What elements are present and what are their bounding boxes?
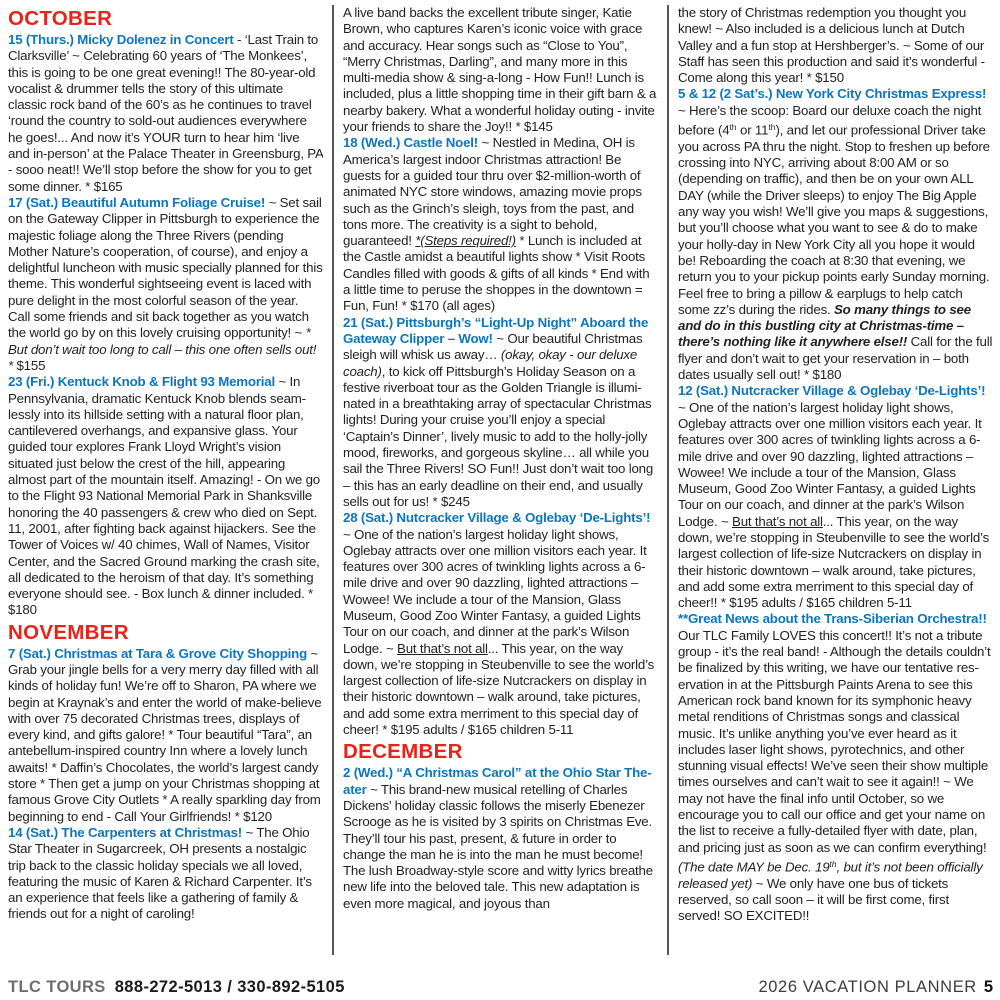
footer-contact xyxy=(8,978,345,997)
text-segment: th xyxy=(829,858,837,869)
column-middle xyxy=(343,5,658,961)
event-title: 23 (Fri.) Kentuck Knob & Flight 93 Memorial xyxy=(8,374,275,390)
text-segment: But that’s not all xyxy=(397,640,488,656)
text-segment: or 11 xyxy=(736,122,769,138)
text-segment: ~ We only have one bus of tickets reserved, so call soon – it will be first come, first served! SO EXCITED!! xyxy=(678,875,949,924)
text-segment: Our TLC Family LOVES this concert!! It’s not a tribute group - it’s the real band! - Although the details couldn’t be finalized by this writing, we have our tentative reservation in at the Pittsburgh Paints Arena to see this American rock band known for its symphonic heavy metal renditions of Christmas songs and classical music. It’s unlike anything you’ve ever heard as it includes laser light shows, pyrotechnics, and other stunning visual effects! We’ve seen their show multiple times ourselves and can’t wait to see it again!! ~ We may not have the final info until October, so we encourage you to call our office and get your name on the list to receive a fully-detailed flyer with date, plan, and pricing just as soon as we can confirm everything! xyxy=(678,627,991,855)
event-item xyxy=(343,315,658,511)
text-segment: ~ The Ohio Star Theater in Sugarcreek, OH presents a nostalgic trip back to the classic holiday specials we all loved, featuring the music of Karen & Richard Carpenter. It’s an experience that feels like a gathering of family & friends out for a night of caroling! xyxy=(8,824,312,922)
text-segment: ~ Set sail on the Gateway Clipper in Pittsburgh to experience the majestic foliage along the Three Rivers (pending Mother Nature’s cooperation, of course), and enjoy a delightful luncheon with music specially planned for this theme. This wonderful sightseeing event is laced with pure delight in the most colorful season of the year. Call some friends and sit back together as you watch the world go by on this lovely cruising opportunity! ~ xyxy=(8,194,323,341)
text-segment: Call for the full flyer and don’t wait to get your reservation in – both dates usually sell out! * $180 xyxy=(678,334,993,383)
column-left xyxy=(8,5,323,961)
continuation-paragraph xyxy=(343,5,658,135)
text-segment: ... This year, on the way down, we’re stopping in Steubenville to see the world’s largest collection of life-size Nutcrackers on display in their historic downtown – walk around, take pictures, and add some extra merriment to this special day of cheer!! * $195 adults / $165 children 5-11 xyxy=(678,513,990,611)
footer-planner xyxy=(759,978,994,997)
event-title: 15 (Thurs.) Micky Dolenez in Concert xyxy=(8,32,234,47)
event-item xyxy=(678,86,993,383)
planner-title: 2026 VACATION PLANNER xyxy=(758,978,977,996)
text-segment: th xyxy=(729,122,737,133)
text-segment: $155 xyxy=(12,357,46,373)
phone-numbers: 888-272-5013 / 330-892-5105 xyxy=(114,978,345,996)
month-heading-october: OCTOBER xyxy=(8,7,113,30)
event-title: 14 (Sat.) The Carpenters at Christmas! xyxy=(8,824,243,840)
event-title: 2 (Wed.) “A Christmas Carol” at the Ohio Star Theater xyxy=(343,765,652,797)
event-title: 21 (Sat.) Pittsburgh’s “Light-Up Night” Aboard the Gateway Clipper – Wow! xyxy=(343,314,649,346)
text-segment: - ‘Last Train to Clarksville’ ~ Celebrating 60 years of ‘The Monkees’, this is going to be one great evening!! The 80-year-old vocalist & drummer tells the story of this ultimate classic rock band of the 60’s as he continues to travel ‘round the country to sold-out audiences everywhere he goes!... And now it’s YOUR turn to hear him ‘live and in-person’ at the Palace Theater in Greensburg, PA - sooo neat!! We’ll stop before the show for you to get some dinner. * $165 xyxy=(8,32,323,194)
event-title: 17 (Sat.) Beautiful Autumn Foliage Cruise! xyxy=(8,194,266,210)
text-segment: ~ Grab your jingle bells for a very merry day filled with all kinds of holiday fun! We’re off to Sharon, PA where we begin at Kraynak’s and enter the world of make-believe with over 75 decorated Christmas trees, displays of every kind, and gifts galore! * Tour beautiful “Tara”, an antebellum-inspired country Inn where a lovely lunch awaits! * Daffin’s Chocolates, the world’s largest candy store * Then get a jump on your Christmas shopping at famous Grove City Outlets * A really sparkling day from beginning to end - Call Your Girlfriends! * $120 xyxy=(8,645,322,824)
event-item xyxy=(678,611,993,924)
event-title: 5 & 12 (2 Sat’s.) New York City Christmas Express! xyxy=(678,86,987,102)
text-segment: , to kick off Pittsburgh’s Holiday Season on a festive riverboat tour as the Golden Triangle is illuminated in a breathtaking array of spectacular Christmas lights! During your cruise you’ll enjoy a special ‘Captain’s Dinner’, lively music to add to the holly-jolly mood, fireworks, and gorgeous skyline… all while you sail the Three Rivers! SO Fun!! Just don’t wait too long – this has an early deadline on their end, and usually sells out for us! * $245 xyxy=(343,363,654,509)
column-right xyxy=(678,5,993,961)
event-item xyxy=(343,765,658,912)
event-title: **Great News about the Trans-Siberian Orchestra!! xyxy=(678,611,987,627)
text-segment: ~ Nestled in Medina, OH is America’s largest indoor Christmas attraction! Be guests for a guided tour thru over $2-million-worth of animated NYC store windows, amazing movie props such as the Grinch’s sleigh, toys from the past, and tons more. The creativity is a sight to behold, guaranteed! xyxy=(343,135,642,249)
text-segment: the story of Christmas redemption you thought you knew! ~ Also included is a delicious lunch at Dutch Valley and a fun stop at Hershberger’s. ~ Some of our Staff has seen this production and said it’s wonderful - Come along this year! * $150 xyxy=(678,5,985,86)
event-item xyxy=(678,383,993,611)
event-item xyxy=(8,195,323,374)
text-segment: ), and let our professional Driver take you across PA thru the night. Stop to freshen up before crossing into NYC, arriving about 8:00 AM or so (depending on traffic), and then be on your own ALL DAY (while the Driver sleeps) to enjoy The Big Apple any way you wish! We’ll give you maps & suggestions, but you’ll choose what you want to see & do to make your holly-day in New York City all you hope it would be! Reboarding the coach at 8:30 that evening, we return you to your pickup points early Sunday morning. Feel free to bring a pillow & earplugs to help catch some zz’s during the rides. xyxy=(678,122,990,317)
event-item xyxy=(343,135,658,314)
text-segment: th xyxy=(768,122,776,133)
event-item xyxy=(8,646,323,825)
continuation-paragraph xyxy=(678,5,993,86)
text-segment: *(Steps required!) xyxy=(415,233,516,249)
brand-name: TLC TOURS xyxy=(8,978,106,996)
column-divider xyxy=(332,5,334,955)
text-segment: ~ Our beautiful Christmas sleigh will whisk us away… xyxy=(343,330,643,363)
text-segment: * Lunch is included at the Castle amidst a beautiful lights show * Visit Roots Candles filled with goods & gifts of all kinds * End with a little time to peruse the shoppes in the downtown = Fun, Fun! * $170 (all ages) xyxy=(343,233,650,314)
text-segment: ~ One of the nation’s largest holiday light shows, Oglebay attracts over one million visitors each year. It features over 300 acres of twinkling lights across a 6-mile drive and over 90 dazzling, lighted attractions – Wowee! We include a tour of the Mansion, Glass Museum, Good Zoo Winter Fantasy, a guided Lights Tour on our coach, and dinner at the park’s Wilson Lodge. ~ xyxy=(678,399,982,529)
text-segment: * But don’t wait too long to call – this one often sells out! * xyxy=(8,325,317,373)
page-footer xyxy=(0,976,1000,1000)
event-item xyxy=(8,32,323,195)
text-segment: ~ One of the nation’s largest holiday light shows, Oglebay attracts over one million visitors each year. It features over 300 acres of twinkling lights across a 6-mile drive and over 90 dazzling, lighted attractions – Wowee! We include a tour of the Mansion, Glass Museum, Good Zoo Winter Fantasy, a guided Lights Tour on our coach, and dinner at the park’s Wilson Lodge. ~ xyxy=(343,526,647,656)
text-segment: (The date MAY be Dec. 19 xyxy=(678,859,830,875)
event-title: 7 (Sat.) Christmas at Tara & Grove City Shopping xyxy=(8,645,307,661)
page-number: 5 xyxy=(983,978,993,996)
columns-container xyxy=(8,5,993,961)
month-heading-december: DECEMBER xyxy=(343,740,463,764)
event-item xyxy=(343,510,658,738)
column-divider xyxy=(667,5,669,955)
text-segment: A live band backs the excellent tribute singer, Katie Brown, who captures Karen’s iconic voice with grace and accuracy. Hear songs such as “Close to You”, “Merry Christmas, Darling”, and many more in this multi-media show & sing-a-long - How Fun!! Lunch is included, plus a little shopping time in their gift barn & a nearby bakery. What a wonderful holiday outing - invite your friends to share the Joy!! * $145 xyxy=(343,5,657,135)
event-title: 18 (Wed.) Castle Noel! xyxy=(343,135,479,151)
event-item xyxy=(8,825,323,923)
text-segment: ~ In Pennsylvania, dramatic Kentuck Knob blends seamlessly into its hillside setting with a natural floor plan, cantilevered overhangs, and expansive glass. Your guided tour explores Frank Lloyd Wright’s vision situated just below the crest of the hill, appearing almost part of the mountain itself. Amazing! - On we go to the Flight 93 National Memorial Park in Shanksville honoring the 40 passengers & crew who died on Sept. 11, 2001, after fighting back against hijackers. See the Tower of Voices w/ 40 chimes, Wall of Names, Visitor Center, and the Sacred Ground marking the crash site, all dedicated to the heroism of that day. It’s something everyone should see. - Box lunch & dinner included. * $180 xyxy=(8,374,320,618)
text-segment: (okay, okay - our deluxe coach) xyxy=(343,347,638,379)
text-segment: , but it’s not been officially released yet) xyxy=(678,859,983,891)
text-segment: ... This year, on the way down, we’re stopping in Steubenville to see the world’s largest collection of life-size Nutcrackers on display in their historic downtown – walk around, take pictures, and add some extra merriment to this special day of cheer! * $195 adults / $165 children 5-11 xyxy=(343,640,655,738)
text-segment: But that’s not all xyxy=(732,513,823,529)
event-title: 12 (Sat.) Nutcracker Village & Oglebay ‘De-Lights’! xyxy=(678,383,986,399)
text-segment: ~ Here’s the scoop: Board our deluxe coach the night before (4 xyxy=(678,102,982,138)
event-item xyxy=(8,374,323,618)
text-segment: So many things to see and do in this bustling city at Christmas-time – there’s nothing like it anywhere else!! xyxy=(678,301,971,350)
text-segment: ~ This brand-new musical retelling of Charles Dickens’ holiday classic follows the miserly Ebenezer Scrooge as he is visited by 3 spirits on Christmas Eve. They’ll tour his past, present, & future in order to change the man he is into the man he must become! The lush Broadway-style score and witty lyrics breathe new life into the beloved tale. This new adaptation is even more magical, and joyous than xyxy=(343,781,653,911)
month-heading-november: NOVEMBER xyxy=(8,620,129,644)
event-title: 28 (Sat.) Nutcracker Village & Oglebay ‘De-Lights’! xyxy=(343,510,651,526)
